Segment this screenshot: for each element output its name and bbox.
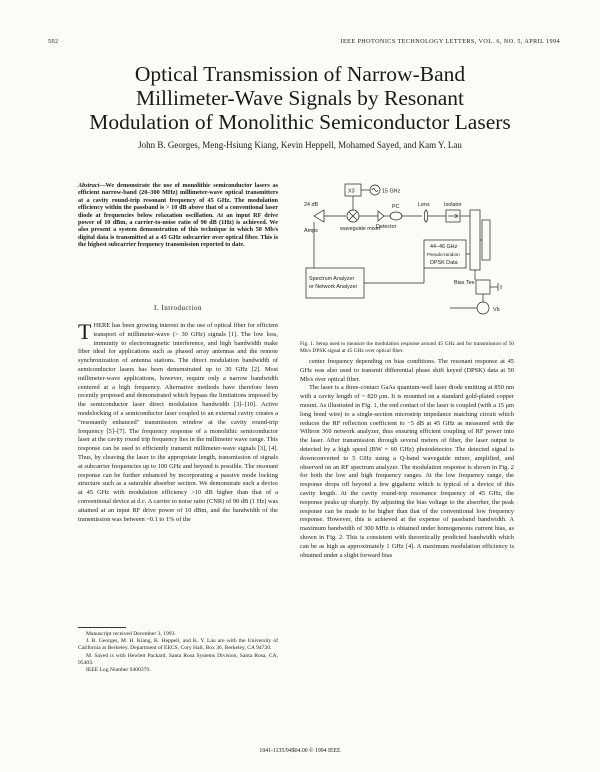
analyzer-label-1: Spectrum Analyzer — [309, 276, 355, 282]
section-heading: I. Introduction — [154, 304, 202, 312]
paper-title — [40, 62, 560, 134]
title-line-1: Optical Transmission of Narrow-Band — [134, 62, 466, 86]
journal-name: IEEE PHOTONICS TECHNOLOGY LETTERS, VOL. 6, NO. 5, APRIL 1994 — [340, 38, 560, 45]
intro-text: HERE has been growing interest in the use of optical fiber for efficient transport of millimeter-wave (> 30 GHz) signals [1]. The low loss, immunity to electromagnetic interference, and high bandwidth make fiber ideal for applications such as phased array antennas and the remote synchronization of antenna stations. The direct modulation bandwidth of semiconductor lasers has been demonstrated up to 30 GHz [2]. Most millimeter-wave applications, however, require only a narrow bandwidth centered at a high frequency. Alternative methods have therefore been recently proposed and demonstrated which bypass the limitations imposed by the semiconductor laser direct modulation bandwidth [3]–[10]. Active modelocking of a semiconductor laser coupled to an external cavity creates a "resonantly enhanced" transmission window at the cavity round-trip frequency [5]–[7]. The frequency response of a monolithic semiconductor laser at the cavity round trip frequency lies in the millimeter wave range. This response can be used to efficiently transmit millimeter-wave signals [3], [4]. Thus, by cleaving the laser to the appropriate length, transmission of signals at subcarrier frequencies up to 100 GHz and beyond is possible. The resonant response can be further enhanced by incorporating a passive mode locking structure such as a saturable absorber section. We demonstrate such a device at 45 GHz with modulation efficiency >10 dB higher than that of a conventional device at d.c. A carrier to noise ratio (CNR) of 90 dB (1 Hz) was attained at an input RF drive power of 10 dBm, and the bandwidth of the transmission was between ~0.1 to 1% of the — [78, 322, 278, 523]
detector-label: Detector — [376, 224, 397, 230]
lens-icon — [424, 210, 427, 222]
footnote-affiliation-2: M. Sayed is with Hewlett Packard, Santa Rosa Systems Division, Santa Rosa, CA, 95403. — [78, 652, 278, 666]
right-paragraph-2: The laser is a three-contact GaAs quantum-well laser diode emitting at 850 nm with a cavity length of ~ 820 μm. It is mounted on a standard gold-plated copper mount. As illustrated in Fig. 1, the end contact of the laser is coupled (with a 15 μm long bond wire) to a single-section microstrip impedance matching circuit which reduces the RF reflection coefficient to −5 dB at 45 GHz as measured with the Wiltron 360 network analyzer, thus ensuring efficient coupling of RF power into the laser. After transmission through several meters of fiber, the laser output is detected by a high speed (BW = 60 GHz) photodetector. The detected signal is downconverted to 5 GHz using a Q-band waveguide mixer, amplified, and observed on an RF spectrum analyzer. The modulation response is shown in Fig. 2 for both the low and high frequency ranges. At the low frequency range, the response drops off beyond a few gigahertz which is typical of a device of this cavity length. At the cavity round-trip resonance frequency of 45 GHz, the response peaks up sharply. By adjusting the bias voltage to the absorber, the peak response can be made to be higher than that of the conventional low frequency response. However, this is achieved at the expense of passband bandwidth. A maximum bandwidth of 300 MHz is obtained under homogeneous current bias, as shown in Fig. 2. This is consistent with theoretically predicted bandwidth which can be as high as approximately 1 GHz [4]. A maximum modulation efficiency is obtained under a slight forward bias — [300, 384, 514, 559]
figure-1-setup-diagram — [300, 180, 514, 336]
laser-mount — [470, 210, 480, 270]
footnote-ieee-log: IEEE Log Number 9400379. — [86, 667, 151, 674]
amplifier-gain-label: 24 dB — [304, 202, 319, 208]
polarization-controller-icon — [390, 212, 402, 220]
mixer-label: waveguide mixer — [340, 226, 381, 232]
bias-voltage-label: Vb — [493, 307, 500, 313]
bias-tee-label: Bias Tee — [454, 280, 475, 286]
intro-paragraph — [78, 319, 278, 524]
spectrum-analyzer-box — [306, 268, 364, 298]
title-line-2: Millimeter-Wave Signals by Resonant — [135, 86, 465, 110]
abstract-text: —We demonstrate the use of monolithic semiconductor lasers as efficient narrow-band (20–300 MHz) millimeter-wave optical transmitters at a cavity round-trip resonant frequency of 45 GHz. The modulation efficiency within the passband is > 10 dB above that of a conventional laser diode at frequencies below relaxation oscillation. At an input RF drive power of 10 dBm, a carrier-to-noise ratio of 90 dB (1Hz) is achieved. We also present a system demonstration of this technique in which 50 Mb/s digital data is transmitted at a 45 GHz subcarrier over optical fiber. This is the highest subcarrier frequency transmission reported to date. — [78, 182, 278, 249]
right-column-text — [300, 358, 514, 560]
figure-1-caption: Fig. 1. Setup used to measure the modulation response around 45 GHz and for transmission of 50 Mb/s DPSK signal at 45 GHz over optical fiber. — [300, 341, 514, 354]
footnote-rule — [78, 627, 126, 628]
setup-diagram-svg — [300, 180, 514, 336]
bias-tee-box — [476, 280, 490, 294]
page-number: 502 — [48, 38, 59, 45]
footnote-affiliation-1: J. B. Georges, M. H. Kiang, K. Heppell, and K. Y. Lau are with the University of California at Berkeley, Department of EECS, Cory Hall, Box 36, Berkeley, CA 94720. — [78, 638, 278, 652]
running-header — [48, 38, 560, 50]
lens-label: Lens — [418, 202, 430, 208]
pc-label: PC — [392, 204, 400, 210]
abstract-label: Abstract — [78, 182, 100, 189]
synthesizer-label: 15 GHz — [382, 188, 401, 195]
photodetector-icon — [378, 211, 384, 221]
analyzer-label-2: or Network Analyzer — [309, 284, 358, 290]
isolator-label: Isolator — [444, 202, 462, 208]
matching-circuit — [482, 220, 490, 260]
abstract — [78, 182, 278, 249]
sine-wave-icon — [372, 189, 378, 192]
right-paragraph-1: center frequency depending on bias conditions. The resonant response at 45 GHz was also used to transmit differential phase shift keyed (DPSK) data at 50 Mb/s over optical fiber. — [300, 358, 514, 383]
title-line-3: Modulation of Monolithic Semiconductor Lasers — [89, 110, 511, 134]
author-list: John B. Georges, Meng-Hsiung Kiang, Kevin Heppell, Mohamed Sayed, and Kam Y. Lau — [138, 140, 462, 150]
bias-source-icon — [477, 302, 489, 314]
data-label-1: Pseudo-random — [427, 252, 460, 257]
footnotes — [78, 631, 278, 674]
amplifier-icon — [314, 210, 324, 222]
laser-frequency-label: 44–46 GHz — [430, 244, 458, 250]
amplifier-label: Amps — [304, 228, 318, 234]
data-label-2: DPSK Data — [430, 260, 458, 266]
multiplier-label: X3 — [348, 188, 355, 195]
copyright-line: 1041-1135/94$04.00 © 1994 IEEE — [259, 748, 341, 754]
drop-cap: T — [78, 319, 92, 344]
footnote-received: Manuscript received December 3, 1993. — [86, 631, 176, 637]
